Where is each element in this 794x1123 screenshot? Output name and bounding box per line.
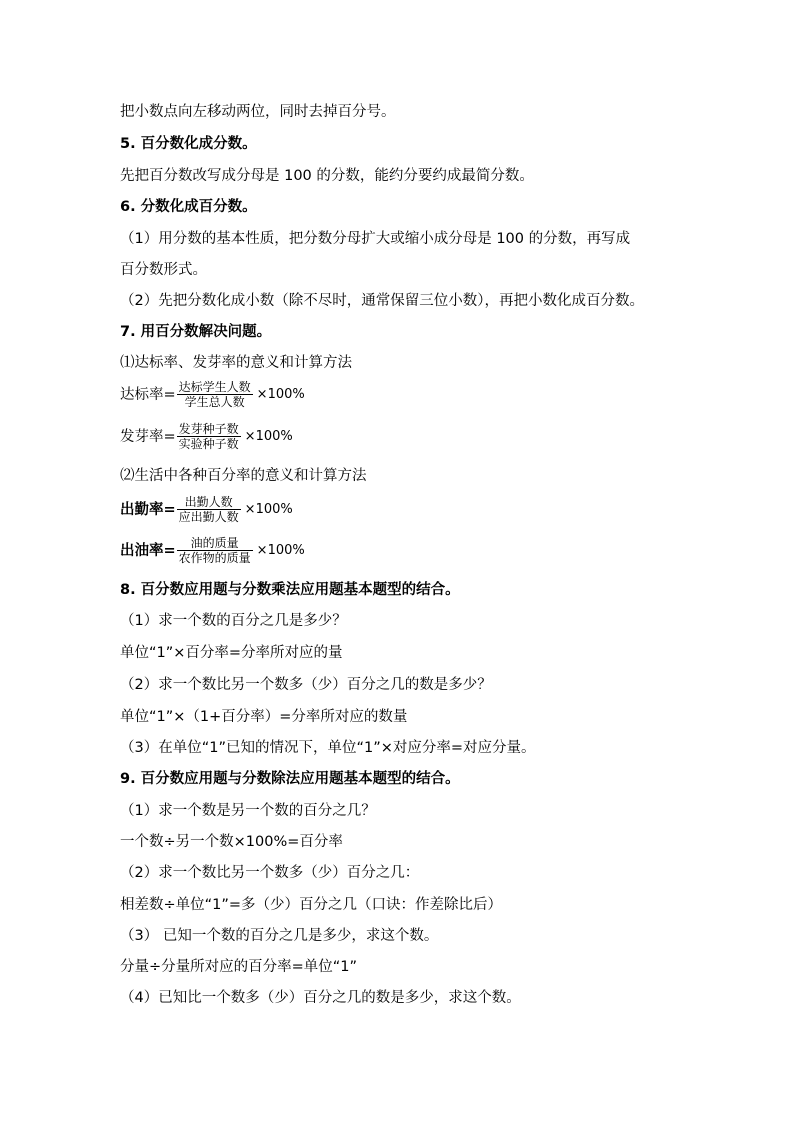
- denominator: 实验种子数: [178, 437, 239, 451]
- text-line: （4）已知比一个数多（少）百分之几的数是多少，求这个数。: [120, 990, 521, 1006]
- text-line: （2）求一个数比另一个数多（少）百分之几的数是多少？: [120, 677, 492, 693]
- fraction: [177, 380, 253, 409]
- formula-tail: ×100%: [244, 501, 293, 517]
- denominator: 学生总人数: [184, 395, 245, 409]
- numerator: 出勤人数: [184, 495, 233, 509]
- section-heading-7: 7. 用百分数解决问题。: [120, 324, 272, 340]
- text-line: （1）求一个数是另一个数的百分之几？: [120, 803, 376, 819]
- formula-tail: ×100%: [256, 386, 305, 402]
- text-line: 单位“1”×（1+百分率）=分率所对应的数量: [120, 709, 408, 725]
- text-line: （3）在单位“1”已知的情况下，单位“1”×对应分率=对应分量。: [120, 740, 536, 756]
- formula-attendance-rate: [120, 495, 293, 524]
- text-line: 相差数÷单位“1”=多（少）百分之几（口诀：作差除比后）: [120, 897, 503, 913]
- text-line: 单位“1”×百分率=分率所对应的量: [120, 645, 343, 661]
- text-line: （3） 已知一个数的百分之几是多少，求这个数。: [120, 928, 439, 944]
- text-line: （1）用分数的基本性质，把分数分母扩大或缩小成分母是 100 的分数，再写成: [120, 231, 631, 247]
- formula-label: 发芽率=: [120, 428, 176, 445]
- text-line: ⑵生活中各种百分率的意义和计算方法: [120, 468, 367, 484]
- formula-label: 达标率=: [120, 386, 176, 403]
- section-heading-9: 9. 百分数应用题与分数除法应用题基本题型的结合。: [120, 771, 460, 787]
- denominator: 应出勤人数: [178, 510, 239, 524]
- fraction: [177, 536, 253, 565]
- section-heading-6: 6. 分数化成百分数。: [120, 199, 257, 215]
- formula-label: 出油率=: [120, 542, 176, 559]
- text-line: 分量÷分量所对应的百分率=单位“1”: [120, 959, 358, 975]
- text-line: （2）求一个数比另一个数多（少）百分之几：: [120, 865, 420, 881]
- numerator: 发芽种子数: [178, 422, 239, 436]
- formula-pass-rate: [120, 380, 305, 409]
- text-line: （2）先把分数化成小数（除不尽时，通常保留三位小数），再把小数化成百分数。: [120, 293, 644, 309]
- formula-oil-yield-rate: [120, 536, 305, 565]
- text-line: ⑴达标率、发芽率的意义和计算方法: [120, 355, 352, 371]
- section-heading-5: 5. 百分数化成分数。: [120, 136, 257, 152]
- formula-label: 出勤率=: [120, 501, 176, 518]
- numerator: 油的质量: [190, 536, 239, 550]
- text-line: （1）求一个数的百分之几是多少？: [120, 613, 347, 629]
- formula-tail: ×100%: [256, 542, 305, 558]
- text-line: 百分数形式。: [120, 262, 207, 278]
- text-line: 把小数点向左移动两位，同时去掉百分号。: [120, 104, 396, 120]
- fraction: [177, 422, 241, 451]
- section-heading-8: 8. 百分数应用题与分数乘法应用题基本题型的结合。: [120, 582, 460, 598]
- fraction: [177, 495, 241, 524]
- formula-tail: ×100%: [244, 428, 293, 444]
- text-line: 一个数÷另一个数×100%=百分率: [120, 834, 343, 850]
- denominator: 农作物的质量: [178, 551, 251, 565]
- numerator: 达标学生人数: [178, 380, 251, 394]
- formula-germination-rate: [120, 422, 293, 451]
- text-line: 先把百分数改写成分母是 100 的分数，能约分要约成最简分数。: [120, 168, 534, 184]
